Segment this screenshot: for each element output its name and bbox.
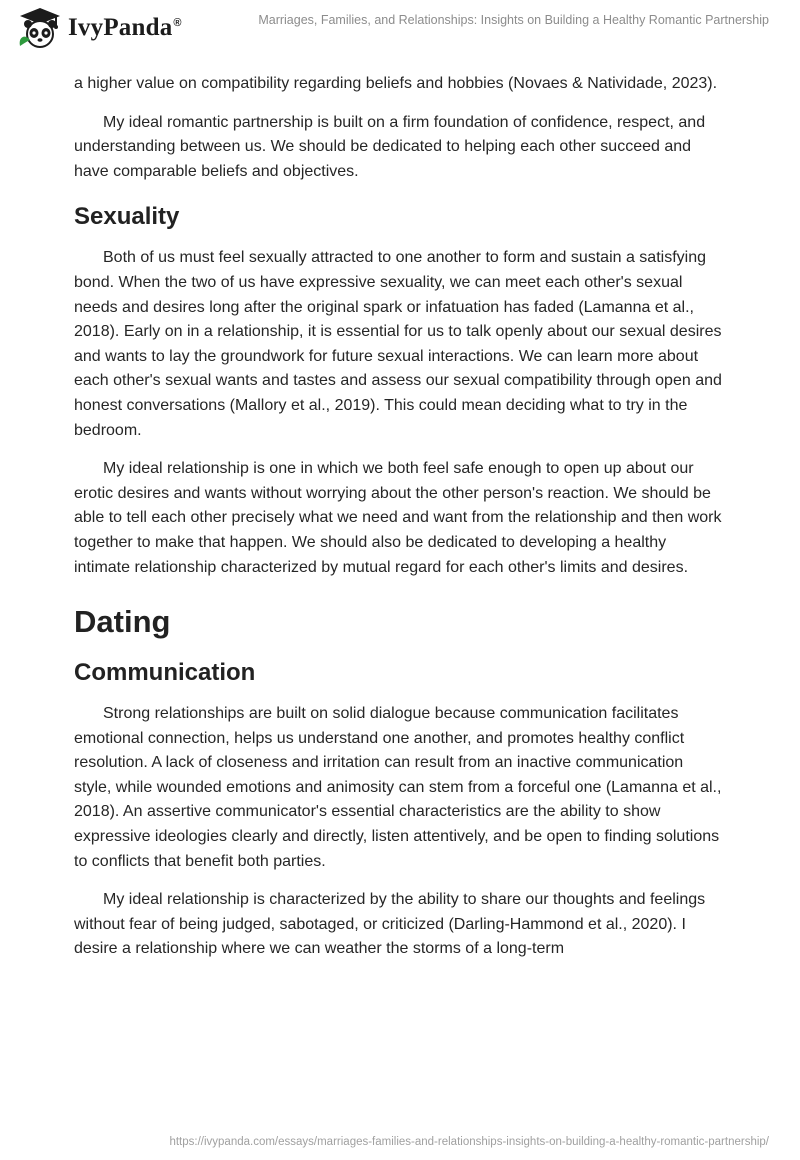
paragraph: My ideal relationship is characterized by the ability to share our thoughts and feelings without fear of being judged, sabotaged, or criticized (Darling-Hammond et al., 2020). I desire a relationship where we can weather the storms of a long-term [74, 891, 706, 958]
source-url[interactable]: https://ivypanda.com/essays/marriages-families-and-relationships-insights-on-building-a-healthy-romantic-partnership/ [169, 1136, 769, 1148]
essay-body [74, 72, 724, 976]
section-heading-dating: Dating [74, 604, 171, 640]
subsection-heading-communication: Communication [74, 659, 256, 687]
ivypanda-logo[interactable] [16, 6, 182, 50]
paragraph: Strong relationships are built on solid dialogue because communication facilitates emotional connection, helps us understand one another, and promotes healthy conflict resolution. A lack of closeness and irritation can result from an inactive communication style, while wounded emotions and animosity can stem from a forceful one (Lamanna et al., 2018). An assertive communicator's essential characteristics are the ability to show expressive ideologies clearly and directly, listen attentively, and be open to finding solutions to conflicts that benefit both parties. [74, 705, 722, 870]
document-title: Marriages, Families, and Relationships: Insights on Building a Healthy Romantic Partnership [258, 13, 769, 27]
paragraph: My ideal romantic partnership is built on a firm foundation of confidence, respect, and understanding between us. We should be dedicated to helping each other succeed and have comparable beliefs and objectives. [74, 113, 706, 180]
paragraph: Both of us must feel sexually attracted to one another to form and sustain a satisfying bond. When the two of us have expressive sexuality, we can meet each other's sexual needs and desires long after the original spark or infatuation has faded (Lamanna et al., 2018). Early on in a relationship, it is essential for us to talk openly about our sexual desires and wants to lay the groundwork for future sexual interactions. We can learn more about each other's sexual wants and tastes and assess our sexual compatibility through open and honest conversations (Mallory et al., 2019). This could mean deciding what to try in the bedroom. [74, 249, 722, 439]
panda-graduate-icon [16, 6, 64, 50]
registered-mark: ® [173, 16, 182, 29]
section-heading-sexuality: Sexuality [74, 203, 180, 231]
paragraph: My ideal relationship is one in which we both feel safe enough to open up about our erotic desires and wants without worrying about the other person's reaction. We should be able to tell each other precisely what we need and want from the relationship and then work together to make that happen. We should also be dedicated to developing a healthy intimate relationship characterized by mutual regard for each other's limits and desires. [74, 460, 722, 576]
page-header [0, 0, 800, 62]
brand-name: IvyPanda® [68, 14, 182, 41]
paragraph: a higher value on compatibility regarding beliefs and hobbies (Novaes & Natividade, 2023). [74, 75, 718, 92]
